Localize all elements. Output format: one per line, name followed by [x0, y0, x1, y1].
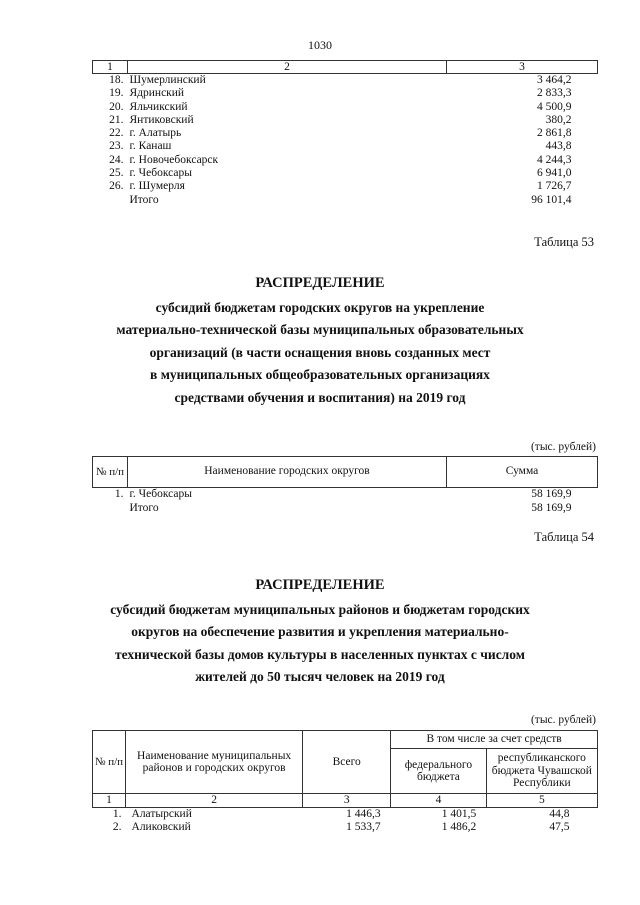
title-line: средствами обучения и воспитания) на 2019 год [174, 389, 466, 405]
row-number: 2. [112, 821, 122, 833]
row-number: 18. [109, 74, 124, 86]
row-number: 25. [109, 167, 124, 180]
row-sum: 2 861,8 [537, 127, 572, 140]
row-republic: 44,8 [549, 808, 570, 820]
row-number: 1. [112, 808, 122, 820]
header-name: Наименование городских округов [128, 457, 447, 488]
row-sum: 58 169,9 [531, 488, 572, 500]
table-54-title [60, 574, 580, 689]
row-number: 26. [109, 180, 124, 193]
row-number: 1. [114, 488, 124, 500]
table-row [93, 101, 598, 114]
row-sum: 4 244,3 [537, 153, 572, 166]
table-54-label: Таблица 54 [534, 530, 594, 544]
title-line: материально-технической базы муниципальных образовательных [116, 322, 524, 337]
title-line: субсидий бюджетам муниципальных районов и бюджетам городских [110, 601, 530, 617]
row-sum: 6 941,0 [537, 167, 572, 180]
row-sum: 2 833,3 [537, 87, 572, 100]
total-row [93, 502, 598, 516]
row-number: 20. [109, 100, 124, 113]
title-line: округов на обеспечение развития и укрепления материально- [131, 624, 509, 639]
header-num: № п/п [93, 731, 126, 794]
row-total: 1 446,3 [346, 808, 381, 820]
row-total: 1 533,7 [346, 821, 381, 833]
header-num: № п/п [93, 457, 128, 488]
row-name: Яльчикский [129, 100, 188, 113]
title-heading: РАСПРЕДЕЛЕНИЕ [255, 577, 385, 593]
total-label: Итого [129, 501, 159, 514]
title-line: субсидий бюджетам городских округов на укрепление [155, 299, 485, 315]
table-row [93, 87, 598, 100]
row-number: 22. [109, 127, 124, 140]
table-53-title [60, 272, 580, 409]
row-federal: 1 401,5 [441, 808, 477, 820]
row-sum: 3 464,2 [537, 74, 572, 86]
table-row [93, 127, 598, 140]
row-name: Алатырский [131, 808, 192, 820]
title-heading: РАСПРЕДЕЛЕНИЕ [255, 275, 385, 291]
page-number: 1030 [308, 38, 332, 52]
row-sum: 4 500,9 [537, 100, 572, 113]
header-total: Всего [303, 731, 391, 794]
row-name: Янтиковский [129, 113, 194, 126]
column-number-row [93, 61, 598, 74]
table-row [93, 167, 598, 180]
row-federal: 1 486,2 [441, 821, 477, 833]
table-row [93, 808, 598, 822]
row-name: Ядринский [129, 87, 185, 100]
title-line: в муниципальных общеобразовательных организациях [150, 367, 490, 382]
title-line: организаций (в части оснащения вновь созданных мест [149, 344, 491, 360]
row-number [93, 502, 128, 516]
row-number: 24. [109, 153, 124, 166]
table-54 [92, 730, 598, 834]
row-number: 19. [109, 87, 124, 100]
unit-label: (тыс. рублей) [530, 441, 596, 453]
table-row [93, 180, 598, 193]
header-federal: федерального бюджета [391, 749, 487, 794]
table-53-label: Таблица 53 [534, 235, 594, 249]
header-republic: республиканского бюджета Чувашской Республики [486, 749, 597, 794]
row-name: г. Чебоксары [129, 488, 192, 500]
row-name: г. Алатырь [129, 127, 182, 140]
column-number: 2 [126, 794, 303, 808]
total-row [93, 194, 598, 207]
table-row [93, 821, 598, 834]
row-sum: 380,2 [545, 113, 572, 126]
row-name: Шумерлинский [129, 74, 206, 86]
table-row [93, 488, 598, 502]
row-name: Аликовский [131, 821, 191, 833]
column-number: 3 [447, 61, 598, 74]
total-value: 96 101,4 [531, 193, 572, 206]
table-row [93, 74, 598, 88]
header-sum: Сумма [447, 457, 598, 488]
row-name: г. Шумерля [129, 180, 185, 193]
row-number: 23. [109, 140, 124, 153]
title-line: жителей до 50 тысяч человек на 2019 год [195, 669, 445, 684]
column-number: 4 [391, 794, 487, 808]
header-row [93, 457, 598, 488]
column-number-row [93, 794, 598, 808]
title-line: технической базы домов культуры в населенных пунктах с числом [115, 646, 525, 662]
column-number: 2 [128, 61, 447, 74]
table-row [93, 140, 598, 153]
header-row [93, 731, 598, 749]
row-name: г. Чебоксары [129, 167, 192, 180]
total-label: Итого [129, 193, 159, 206]
header-group: В том числе за счет средств [391, 731, 598, 749]
column-number: 1 [93, 794, 126, 808]
column-number: 3 [303, 794, 391, 808]
row-number: 21. [109, 113, 124, 126]
table-53 [92, 456, 598, 515]
column-number: 1 [93, 61, 128, 74]
unit-label: (тыс. рублей) [530, 714, 596, 726]
continued-subsidy-table [92, 60, 598, 207]
total-value: 58 169,9 [531, 501, 572, 514]
row-number [93, 194, 128, 207]
table-row [93, 154, 598, 167]
row-republic: 47,5 [549, 821, 570, 833]
row-sum: 1 726,7 [537, 180, 572, 193]
header-name: Наименование муниципальных районов и городских округов [126, 731, 303, 794]
row-name: г. Новочебоксарск [129, 153, 219, 166]
row-name: г. Канаш [129, 140, 172, 153]
row-sum: 443,8 [545, 140, 572, 153]
column-number: 5 [486, 794, 597, 808]
table-row [93, 114, 598, 127]
